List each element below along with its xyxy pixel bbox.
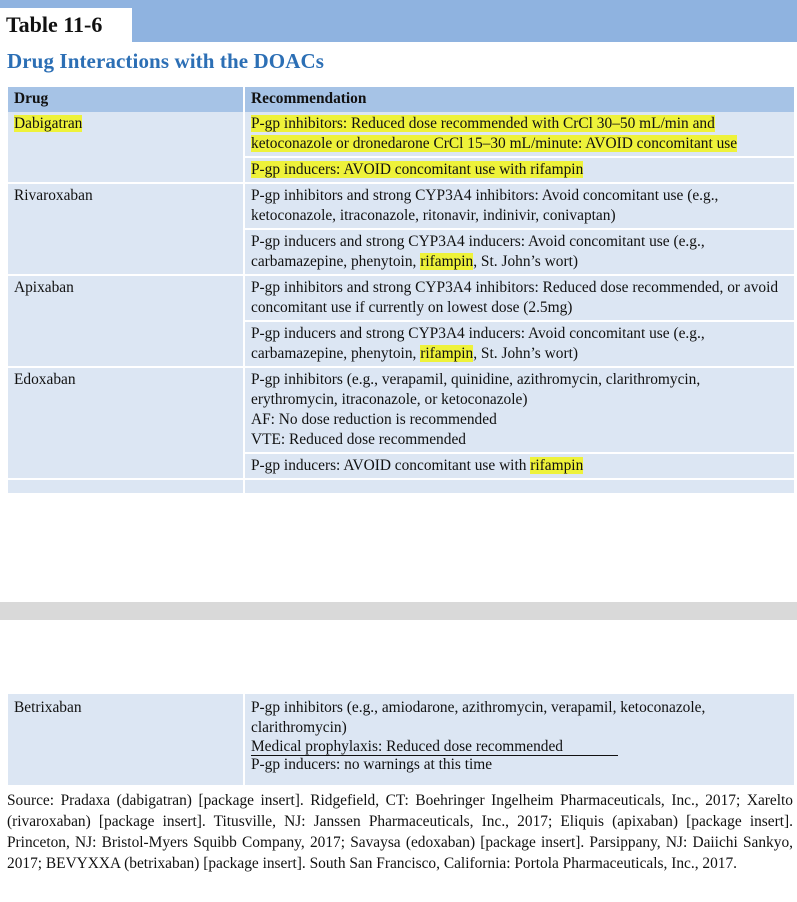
drug-cell: Edoxaban <box>8 367 244 479</box>
recommendation-text: , St. John’s wort) <box>473 253 578 270</box>
drug-cell: Betrixaban <box>8 694 244 785</box>
header-recommendation: Recommendation <box>244 87 794 112</box>
drug-name: Dabigatran <box>14 115 83 132</box>
recommendation-cell <box>244 229 794 275</box>
recommendation-cell <box>244 112 794 157</box>
recommendation-cell: P-gp inhibitors and strong CYP3A4 inhibitors: Avoid concomitant use (e.g., ketoconazole, itraconazole, ritonavir, indinivir, conivaptan) <box>244 183 794 229</box>
table-row <box>8 183 794 229</box>
drug-cell <box>8 112 244 183</box>
table-title: Drug Interactions with the DOACs <box>7 49 325 73</box>
recommendation-text: P-gp inducers and strong CYP3A4 inducers: Avoid concomitant use (e.g., carbamazepine, phenytoin, <box>251 325 705 362</box>
table-row <box>8 479 794 493</box>
empty-cell <box>8 479 244 493</box>
recommendation-text: P-gp inhibitors: Reduced dose recommended with CrCl 30–50 mL/min and ketoconazole or dronedarone CrCl 15–30 mL/minute: AVOID concomitant use <box>251 115 738 152</box>
empty-cell <box>244 479 794 493</box>
recommendation-text: Medical prophylaxis: Reduced dose recommended <box>251 738 618 756</box>
header-drug: Drug <box>8 87 244 112</box>
recommendation-text: VTE: Reduced dose recommended <box>251 431 466 448</box>
recommendation-cell <box>244 157 794 183</box>
drug-cell: Rivaroxaban <box>8 183 244 275</box>
recommendation-cell <box>244 321 794 367</box>
highlighted-drug: rifampin <box>530 161 584 178</box>
table-row <box>8 694 794 756</box>
recommendation-cell: P-gp inducers: no warnings at this time <box>244 756 794 785</box>
table-row <box>8 112 794 157</box>
recommendation-text: P-gp inducers and strong CYP3A4 inducers: Avoid concomitant use (e.g., carbamazepine, phenytoin, <box>251 233 705 270</box>
drug-cell: Apixaban <box>8 275 244 367</box>
recommendation-cell <box>244 694 794 756</box>
table-row <box>8 275 794 321</box>
highlighted-drug: rifampin <box>420 253 474 270</box>
recommendation-text: AF: No dose reduction is recommended <box>251 411 497 428</box>
drug-interactions-table <box>8 87 794 493</box>
page-break <box>0 602 797 620</box>
recommendation-text: , St. John’s wort) <box>473 345 578 362</box>
header-row <box>8 87 794 112</box>
recommendation-cell: P-gp inhibitors and strong CYP3A4 inhibitors: Reduced dose recommended, or avoid concomitant use if currently on lowest dose (2.5mg) <box>244 275 794 321</box>
recommendation-cell <box>244 367 794 453</box>
recommendation-text: P-gp inducers: AVOID concomitant use with <box>251 161 531 178</box>
recommendation-text: P-gp inhibitors (e.g., amiodarone, azithromycin, verapamil, ketoconazole, clarithromycin) <box>251 699 706 736</box>
recommendation-text: P-gp inhibitors (e.g., verapamil, quinidine, azithromycin, clarithromycin, erythromycin, itraconazole, or ketoconazole) <box>251 371 701 408</box>
table-label: Table 11-6 <box>0 8 132 42</box>
recommendation-text: P-gp inducers: AVOID concomitant use with <box>251 457 531 474</box>
drug-interactions-table-continued <box>8 694 794 785</box>
recommendation-cell <box>244 453 794 479</box>
source-note: Source: Pradaxa (dabigatran) [package insert]. Ridgefield, CT: Boehringer Ingelheim Pharmaceuticals, Inc., 2017; Xarelto (rivaroxaban) [package insert]. Titusville, NJ: Janssen Pharmaceuticals, Inc., 2017; Eliquis (apixaban) [package insert]. Princeton, NJ: Bristol-Myers Squibb Company, 2017; Savaysa (edoxaban) [package insert]. Parsippany, NJ: Daiichi Sankyo, 2017; BEVYXXA (betrixaban) [package insert]. South San Francisco, California: Portola Pharmaceuticals, Inc., 2017. <box>7 792 793 872</box>
table-row <box>8 367 794 453</box>
highlighted-drug: rifampin <box>420 345 474 362</box>
highlighted-drug: rifampin <box>530 457 584 474</box>
